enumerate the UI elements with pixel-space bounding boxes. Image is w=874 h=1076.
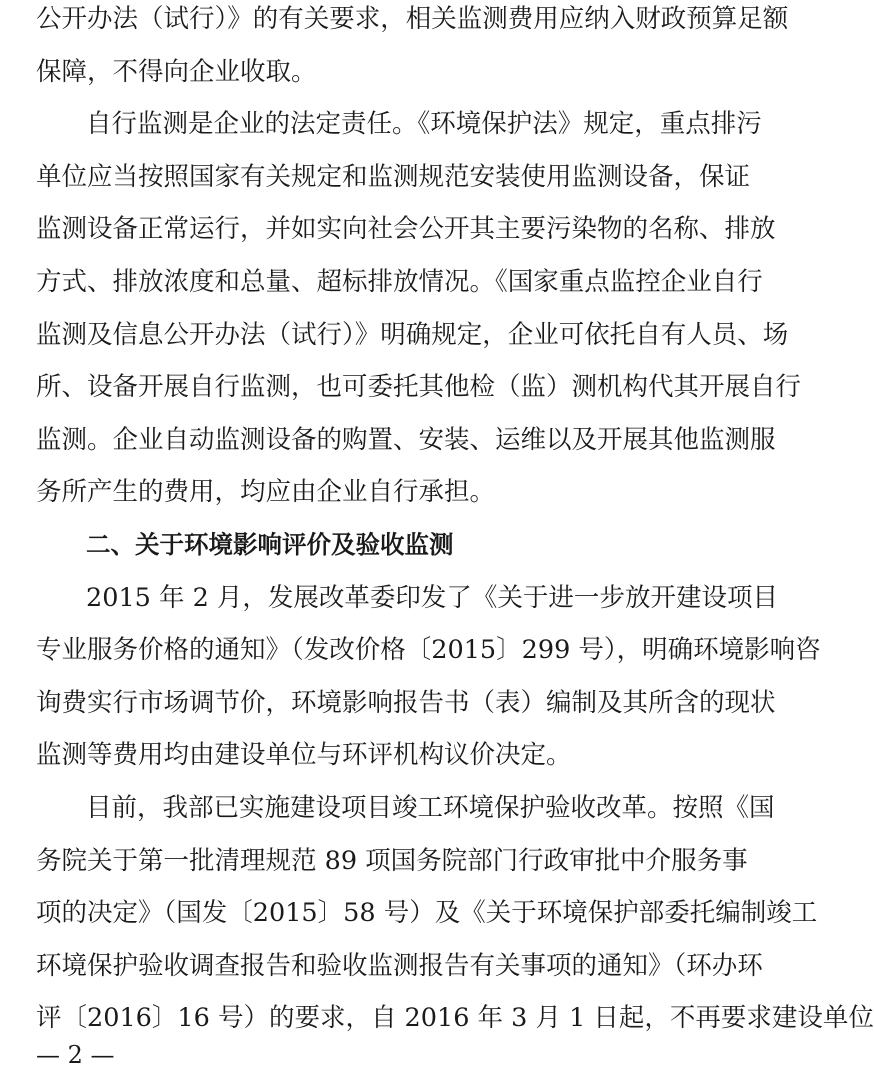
- text-line: 评〔2016〕16 号）的要求，自 2016 年 3 月 1 日起，不再要求建设单位: [36, 1003, 874, 1033]
- text-line: 项的决定》（国发〔2015〕58 号）及《关于环境保护部委托编制竣工: [36, 898, 818, 928]
- text-line: 监测等费用均由建设单位与环评机构议价决定。: [36, 740, 572, 770]
- text-line: 单位应当按照国家有关规定和监测规范安装使用监测设备，保证: [36, 162, 751, 192]
- text-line: 环境保护验收调查报告和验收监测报告有关事项的通知》（环办环: [36, 951, 763, 981]
- text-line: 保障，不得向企业收取。: [36, 57, 317, 87]
- paragraph-first-line: 自行监测是企业的法定责任。《环境保护法》规定，重点排污: [86, 109, 762, 139]
- text-line: 监测。企业自动监测设备的购置、安装、运维以及开展其他监测服: [36, 425, 776, 455]
- text-line: 务院关于第一批清理规范 89 项国务院部门行政审批中介服务事: [36, 846, 748, 876]
- text-line: 监测及信息公开办法（试行）》明确规定，企业可依托自有人员、场: [36, 320, 789, 350]
- text-line: 专业服务价格的通知》（发改价格〔2015〕299 号），明确环境影响咨: [36, 635, 821, 665]
- paragraph-first-line: 2015 年 2 月，发展改革委印发了《关于进一步放开建设项目: [86, 583, 778, 613]
- text-line: 所、设备开展自行监测，也可委托其他检（监）测机构代其开展自行: [36, 372, 802, 402]
- section-heading: 二、关于环境影响评价及验收监测: [86, 530, 454, 559]
- text-line: 公开办法（试行）》的有关要求，相关监测费用应纳入财政预算足额: [36, 4, 789, 34]
- text-line: 务所产生的费用，均应由企业自行承担。: [36, 477, 496, 507]
- paragraph-first-line: 目前，我部已实施建设项目竣工环境保护验收改革。按照《国: [86, 793, 775, 823]
- text-line: 询费实行市场调节价，环境影响报告书（表）编制及其所含的现状: [36, 688, 776, 718]
- text-line: 方式、排放浓度和总量、超标排放情况。《国家重点监控企业自行: [36, 267, 763, 297]
- page-number: — 2 —: [36, 1041, 115, 1069]
- text-line: 监测设备正常运行，并如实向社会公开其主要污染物的名称、排放: [36, 214, 776, 244]
